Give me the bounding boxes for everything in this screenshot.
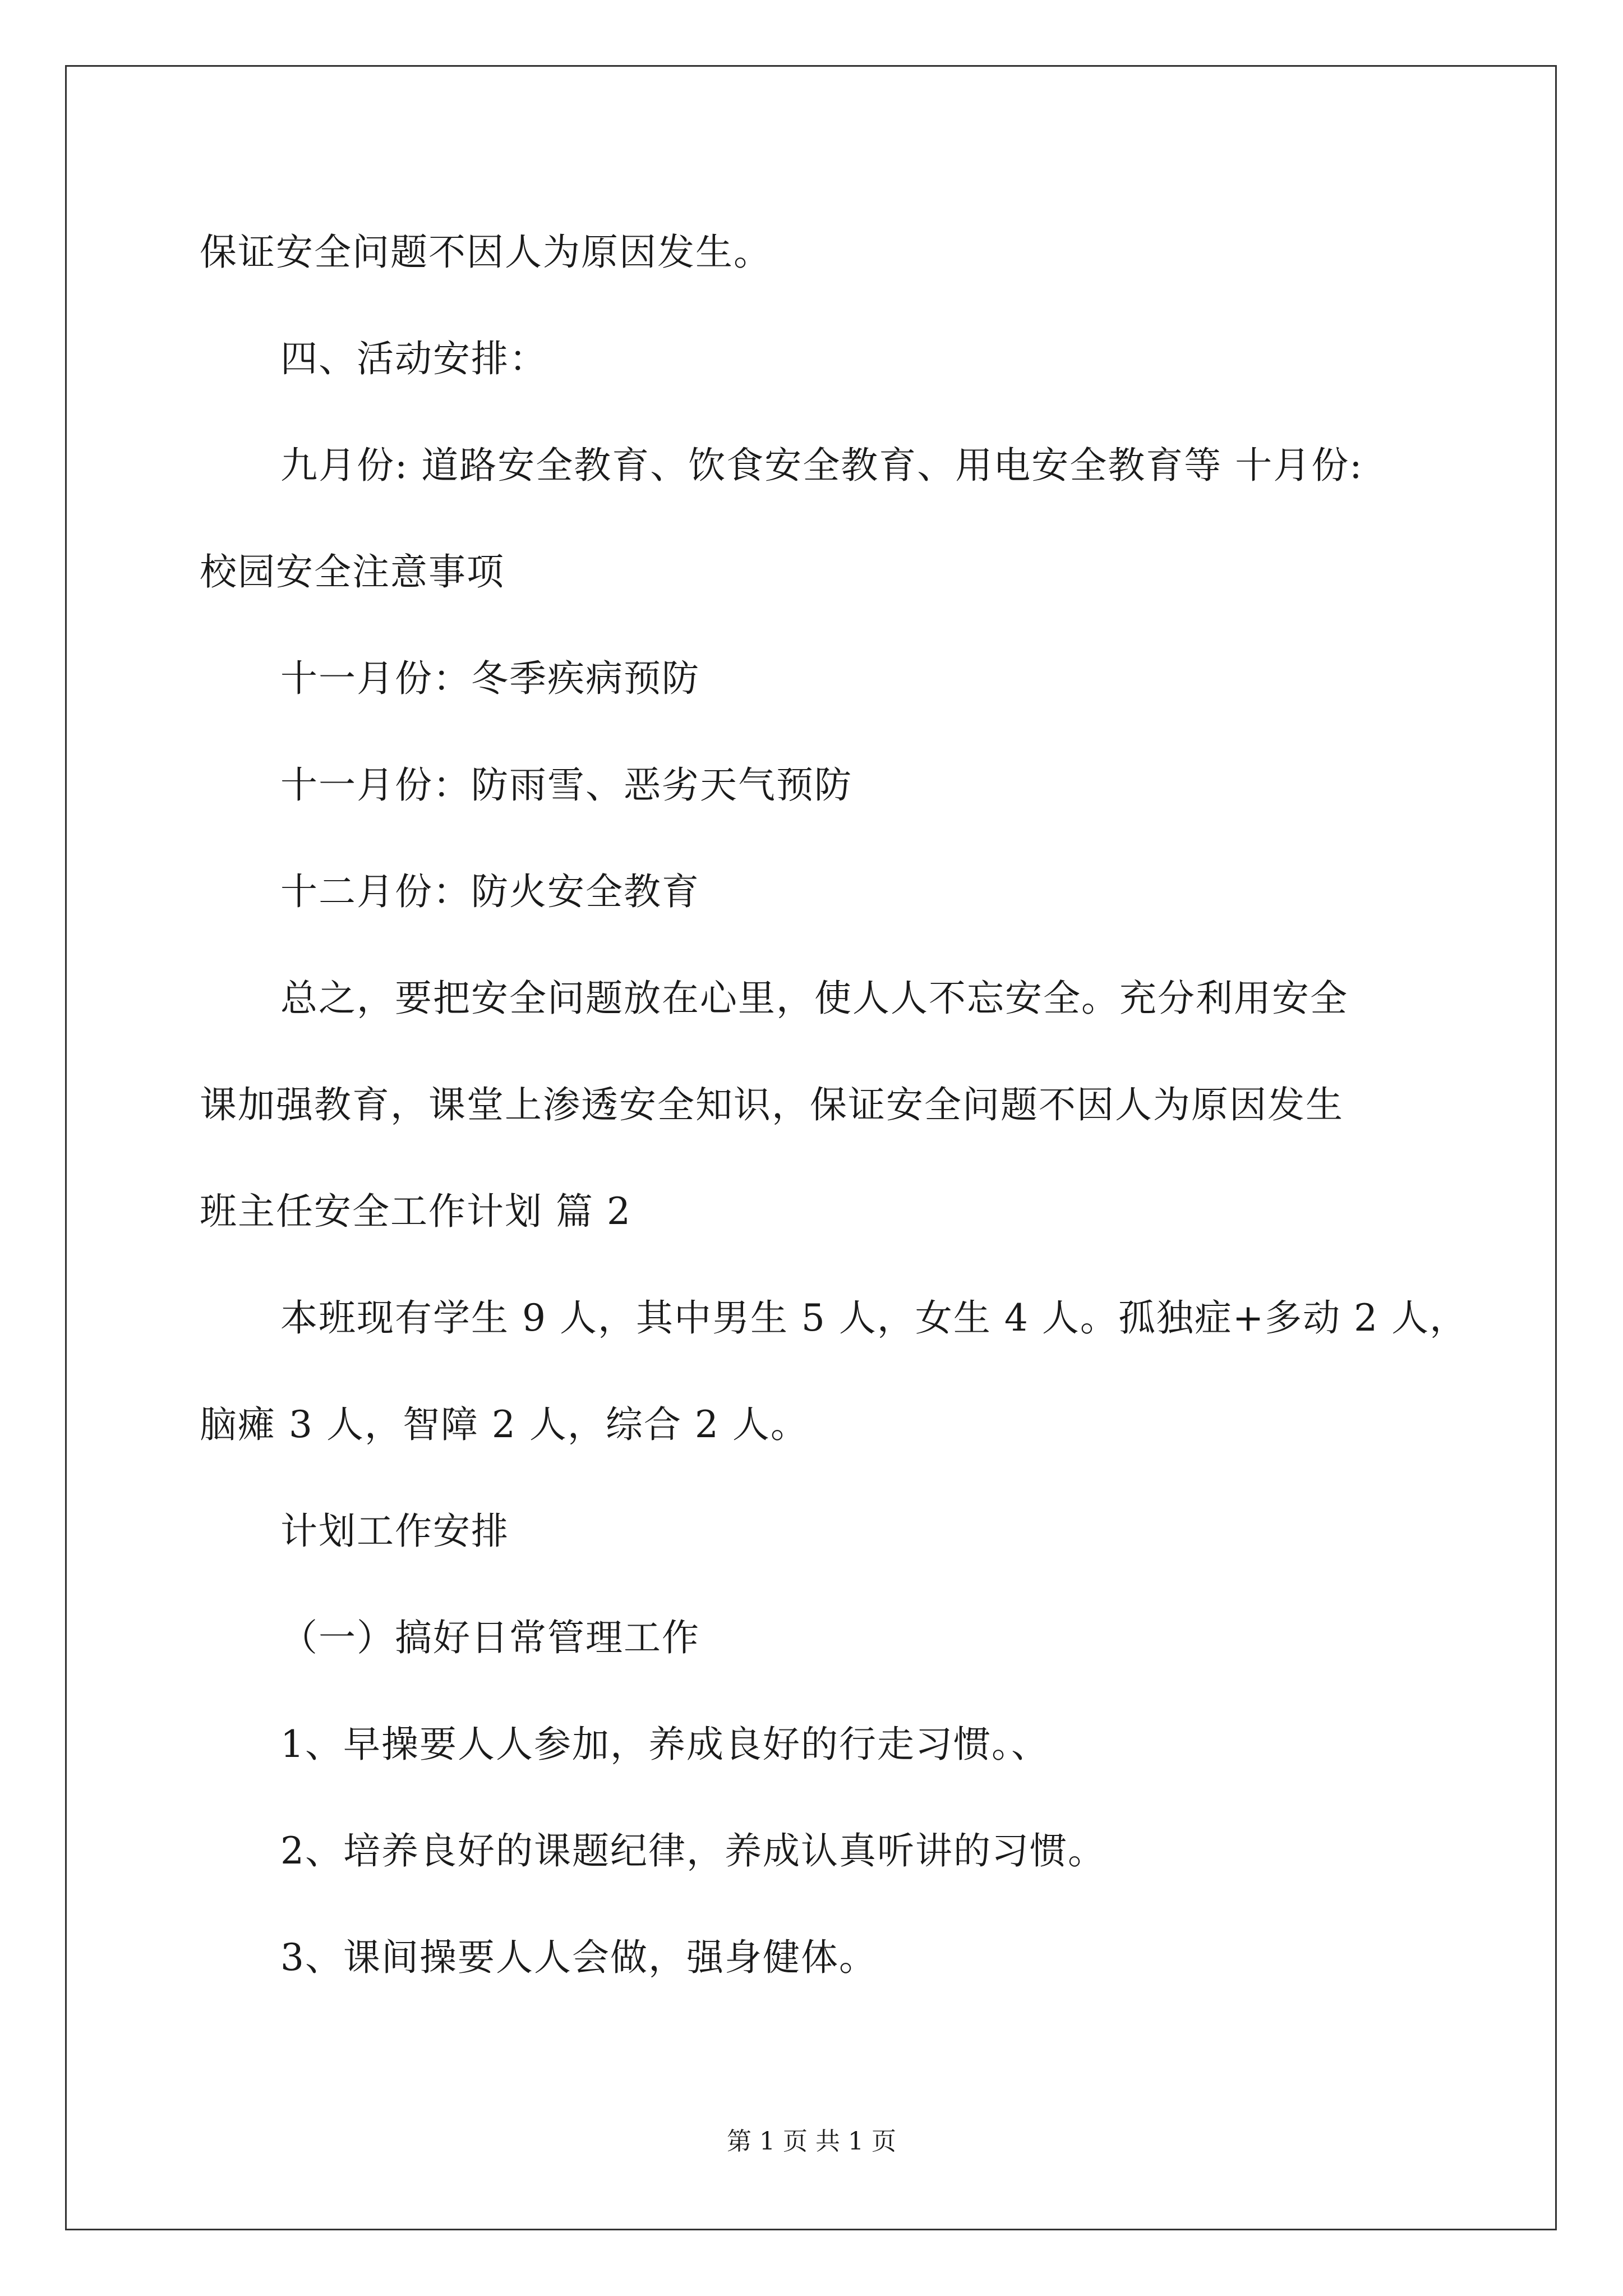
list-item-1: 1、早操要人人参加，养成良好的行走习惯。、 — [280, 1723, 1049, 1766]
page-border — [65, 65, 1557, 2230]
text-line-1: 保证安全问题不因人为原因发生。 — [200, 231, 772, 274]
text-line-7: 十二月份：防火安全教育 — [280, 870, 700, 913]
text-line-3: 九月份: 道路安全教育、饮食安全教育、用电安全教育等 十月份: — [280, 444, 1363, 487]
text-line-14: （一）搞好日常管理工作 — [280, 1616, 700, 1659]
list-item-2: 2、培养良好的课题纪律，养成认真听讲的习惯。 — [280, 1829, 1106, 1872]
text-line-12: 脑瘫 3 人，智障 2 人，综合 2 人。 — [200, 1403, 809, 1446]
text-line-4: 校园安全注意事项 — [200, 550, 505, 593]
text-line-2: 四、活动安排： — [280, 337, 547, 380]
text-line-5: 十一月份：冬季疾病预防 — [280, 657, 700, 700]
text-line-11: 本班现有学生 9 人，其中男生 5 人，女生 4 人。孤独症+多动 2 人， — [280, 1296, 1468, 1340]
text-line-9: 课加强教育，课堂上渗透安全知识，保证安全问题不因人为原因发生 — [200, 1083, 1344, 1126]
text-line-8: 总之，要把安全问题放在心里，使人人不忘安全。充分利用安全 — [280, 977, 1348, 1020]
section-heading: 班主任安全工作计划 篇 2 — [200, 1190, 631, 1233]
list-item-3: 3、课间操要人人会做，强身健体。 — [280, 1936, 877, 1979]
text-line-13: 计划工作安排 — [280, 1510, 509, 1553]
page-footer: 第 1 页 共 1 页 — [727, 2127, 896, 2156]
text-line-6: 十一月份：防雨雪、恶劣天气预防 — [280, 763, 852, 807]
